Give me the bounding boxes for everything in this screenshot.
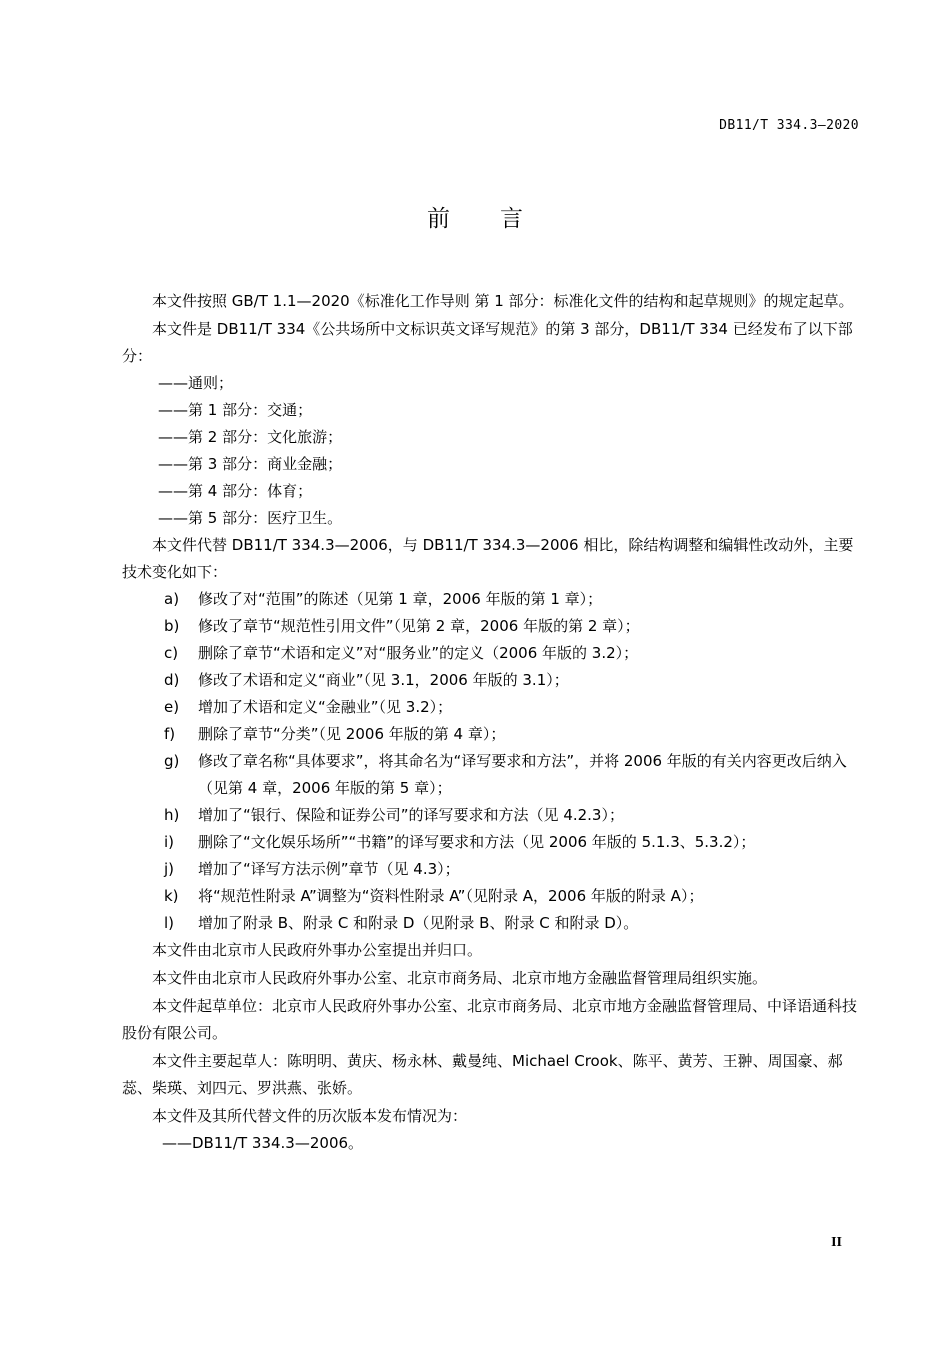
change-item xyxy=(122,910,862,937)
change-marker: h) xyxy=(164,806,180,824)
paragraph-drafting-units: 本文件起草单位：北京市人民政府外事办公室、北京市商务局、北京市地方金融监督管理局、中译语通科技股份有限公司。 xyxy=(122,997,858,1042)
change-marker: d) xyxy=(164,671,180,689)
change-marker: g) xyxy=(164,752,180,770)
change-text: 删除了章节“分类”（见 2006 年版的第 4 章）； xyxy=(198,725,506,743)
change-marker: b) xyxy=(164,617,180,635)
change-item xyxy=(122,721,862,748)
change-marker: c) xyxy=(164,644,179,662)
page-number: II xyxy=(831,1235,842,1250)
change-text: 增加了“银行、保险和证券公司”的译写要求和方法（见 4.2.3）； xyxy=(198,806,624,824)
change-text: 将“规范性附录 A”调整为“资料性附录 A”（见附录 A，2006 年版的附录 A）； xyxy=(198,887,704,905)
change-item xyxy=(122,667,862,694)
list-item: ——第 2 部分：文化旅游； xyxy=(158,428,343,446)
change-marker: j) xyxy=(164,860,175,878)
paragraph-replacement: 本文件代替 DB11/T 334.3—2006，与 DB11/T 334.3—2006 相比，除结构调整和编辑性改动外，主要技术变化如下： xyxy=(122,536,854,581)
change-text: 修改了章名称“具体要求”，将其命名为“译写要求和方法”，并将 2006 年版的有关内容更改后纳入（见第 4 章，2006 年版的第 5 章）； xyxy=(198,752,847,797)
change-marker: i) xyxy=(164,833,175,851)
change-marker: k) xyxy=(164,887,179,905)
paragraph-drafters: 本文件主要起草人：陈明明、黄庆、杨永林、戴曼纯、Michael Crook、陈平、黄芳、王翀、周国豪、郝蕊、柴瑛、刘四元、罗洪燕、张娇。 xyxy=(122,1052,843,1097)
change-text: 增加了术语和定义“金融业”（见 3.2）； xyxy=(198,698,453,716)
change-marker: e) xyxy=(164,698,180,716)
document-code: DB11/T 334.3—2020 xyxy=(719,118,859,133)
list-item: ——第 4 部分：体育； xyxy=(158,482,313,500)
change-item xyxy=(122,586,862,613)
change-text: 修改了对“范围”的陈述（见第 1 章，2006 年版的第 1 章）； xyxy=(198,590,603,608)
change-item xyxy=(122,802,862,829)
paragraph-history-intro: 本文件及其所代替文件的历次版本发布情况为： xyxy=(152,1107,468,1125)
change-text: 删除了“文化娱乐场所”“书籍”的译写要求和方法（见 2006 年版的 5.1.3、5.3.2）； xyxy=(198,833,756,851)
change-item xyxy=(122,694,862,721)
list-item: ——通则； xyxy=(158,374,234,392)
list-item: ——第 3 部分：商业金融； xyxy=(158,455,343,473)
list-item: ——第 5 部分：医疗卫生。 xyxy=(158,509,343,527)
change-text: 增加了附录 B、附录 C 和附录 D（见附录 B、附录 C 和附录 D）。 xyxy=(198,914,639,932)
change-marker: a) xyxy=(164,590,180,608)
paragraph-proposer: 本文件由北京市人民政府外事办公室提出并归口。 xyxy=(152,941,483,959)
change-marker: f) xyxy=(164,725,176,743)
paragraph-series-info: 本文件是 DB11/T 334《公共场所中文标识英文译写规范》的第 3 部分，DB11/T 334 已经发布了以下部分： xyxy=(122,320,853,365)
foreword-body xyxy=(122,288,862,1157)
change-item xyxy=(122,613,862,640)
history-item: ——DB11/T 334.3—2006。 xyxy=(162,1134,364,1152)
change-item xyxy=(122,640,862,667)
page-title: 前言 xyxy=(427,206,573,232)
paragraph-implementer: 本文件由北京市人民政府外事办公室、北京市商务局、北京市地方金融监督管理局组织实施。 xyxy=(152,969,768,987)
change-item xyxy=(122,883,862,910)
change-marker: l) xyxy=(164,914,175,932)
paragraph-drafting-basis: 本文件按照 GB/T 1.1—2020《标准化工作导则 第 1 部分：标准化文件的结构和起草规则》的规定起草。 xyxy=(152,292,854,310)
change-text: 增加了“译写方法示例”章节（见 4.3）； xyxy=(198,860,460,878)
list-item: ——第 1 部分：交通； xyxy=(158,401,313,419)
change-item xyxy=(122,856,862,883)
change-text: 删除了章节“术语和定义”对“服务业”的定义（2006 年版的 3.2）； xyxy=(198,644,639,662)
change-item xyxy=(122,748,862,802)
change-text: 修改了章节“规范性引用文件”（见第 2 章，2006 年版的第 2 章）； xyxy=(198,617,640,635)
change-item xyxy=(122,829,862,856)
change-text: 修改了术语和定义“商业”（见 3.1，2006 年版的 3.1）； xyxy=(198,671,569,689)
changes-list xyxy=(122,586,862,937)
